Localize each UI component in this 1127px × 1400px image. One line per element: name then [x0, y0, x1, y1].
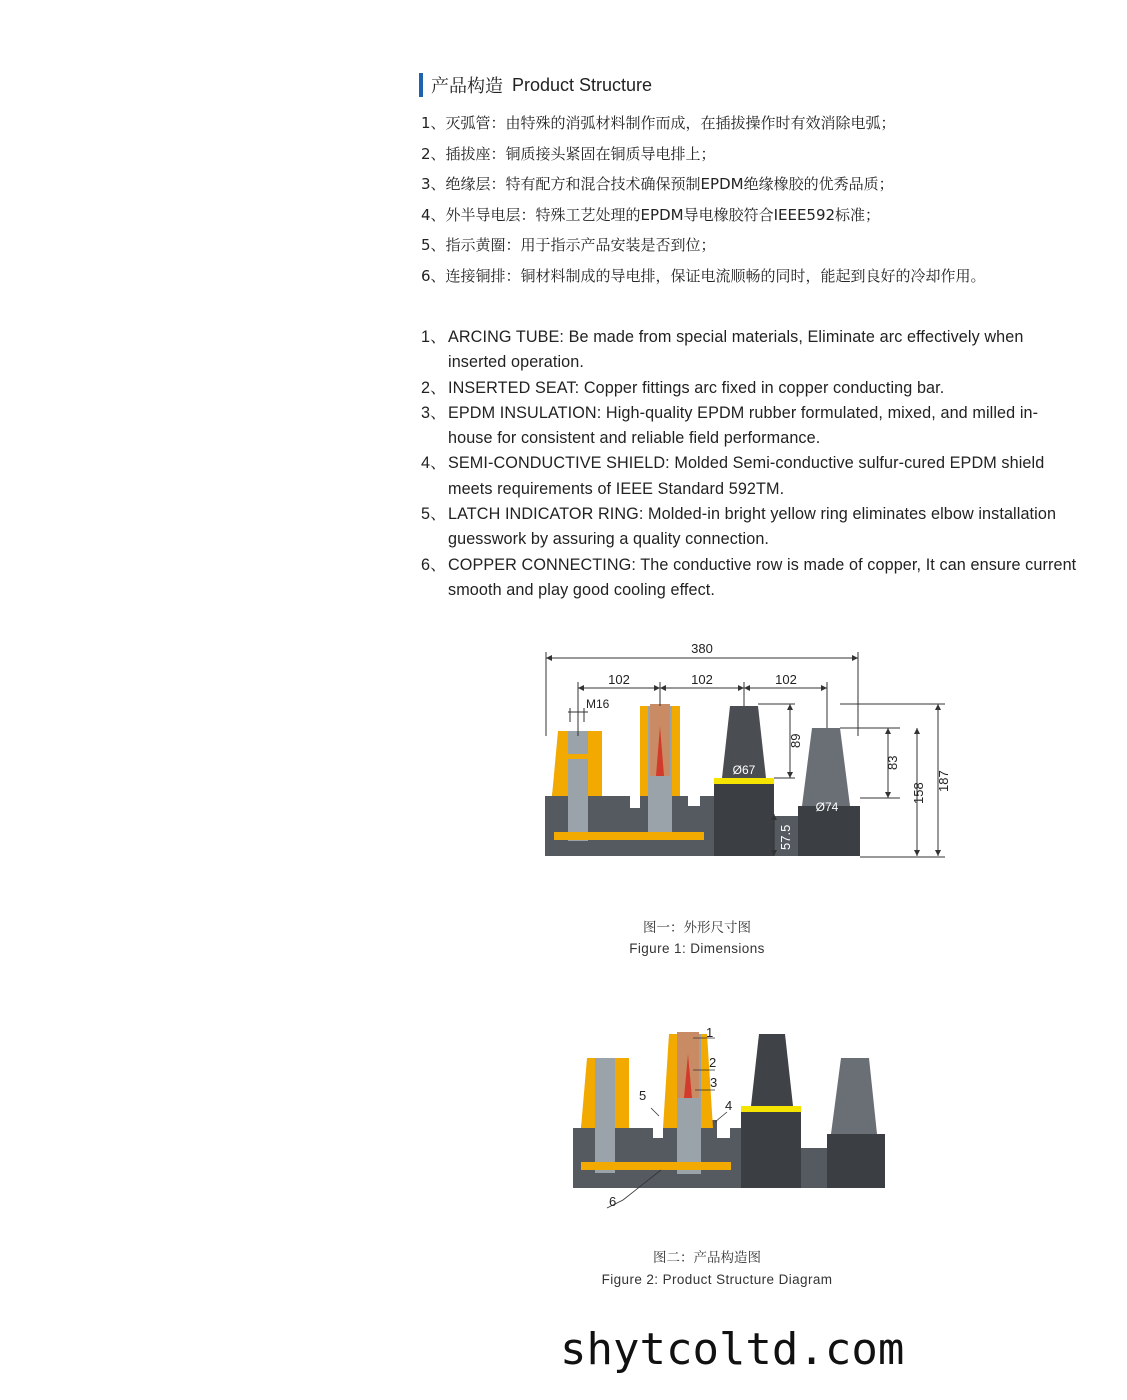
item-text: LATCH INDICATOR RING: Molded-in bright yellow ring eliminates elbow installation guesswork by assuring a quality connection. [448, 505, 1057, 549]
item-text: SEMI-CONDUCTIVE SHIELD: Molded Semi-conductive sulfur-cured EPDM shield meets requirements of IEEE Standard 592TM. [448, 454, 1045, 498]
product-body-drawing [545, 704, 860, 856]
en-feature-item [421, 376, 1081, 401]
footer-website: shytcoltd.com [560, 1324, 905, 1375]
dim-h83: 83 [885, 755, 900, 770]
callout-5: 5 [639, 1088, 647, 1103]
dim-pitch-1: 102 [608, 672, 630, 687]
cn-feature-item [421, 200, 1111, 231]
dim-h158: 158 [911, 782, 926, 804]
dim-dia-large: Ø74 [815, 800, 839, 814]
section-heading [419, 72, 652, 98]
en-feature-item [421, 451, 1081, 502]
callout-1: 1 [706, 1025, 714, 1040]
cn-feature-item [421, 108, 1111, 139]
cn-feature-item [421, 169, 1111, 200]
item-number: 2、 [421, 144, 446, 163]
cn-feature-list [421, 108, 1111, 292]
en-feature-item [421, 401, 1081, 452]
cn-feature-item [421, 139, 1111, 170]
dim-thread: M16 [586, 697, 610, 711]
en-feature-item [421, 325, 1081, 376]
figure2-caption-cn: 图二：产品构造图 [653, 1250, 761, 1266]
heading-cn: 产品构造 [431, 76, 503, 97]
item-number: 1、 [421, 328, 447, 346]
dim-h57: 57.5 [778, 824, 793, 850]
item-number: 3、 [421, 403, 447, 422]
dim-overall: 380 [691, 641, 713, 656]
cn-feature-item [421, 261, 1111, 292]
dim-h187: 187 [936, 770, 951, 792]
callout-3: 3 [710, 1075, 718, 1090]
item-text: 外半导电层：特殊工艺处理的EPDM导电橡胶符合IEEE592标准； [445, 205, 881, 224]
callout-2: 2 [709, 1055, 717, 1070]
cn-feature-item [421, 230, 1111, 261]
dim-dia-small: Ø67 [732, 763, 756, 777]
item-number: 6、 [421, 266, 446, 285]
item-text: 连接铜排：铜材料制成的导电排，保证电流顺畅的同时，能起到良好的冷却作用。 [445, 266, 986, 285]
item-text: ARCING TUBE: Be made from special materials, Eliminate arc effectively when inserted operation. [448, 328, 1024, 372]
figure1-caption-en: Figure 1: Dimensions [629, 941, 765, 956]
item-number: 4、 [421, 454, 447, 473]
item-number: 4、 [421, 205, 446, 224]
en-feature-list [421, 325, 1081, 603]
item-number: 5、 [421, 236, 446, 255]
item-text: 插拔座：铜质接头紧固在铜质导电排上； [445, 144, 716, 163]
dim-h89: 89 [788, 733, 803, 748]
figure1-caption-cn: 图一：外形尺寸图 [643, 920, 751, 936]
item-number: 3、 [421, 175, 446, 194]
dim-pitch-2: 102 [691, 672, 713, 687]
item-number: 1、 [421, 114, 446, 132]
item-text: EPDM INSULATION: High-quality EPDM rubber formulated, mixed, and milled in-house for consistent and reliable field performance. [448, 403, 1039, 448]
callout-6: 6 [609, 1194, 617, 1209]
figure2-caption-en: Figure 2: Product Structure Diagram [601, 1272, 833, 1287]
item-number: 5、 [421, 505, 447, 524]
en-feature-item [421, 553, 1081, 604]
heading-en: Product Structure [512, 74, 653, 95]
item-text: 指示黄圈：用于指示产品安装是否到位； [445, 236, 716, 255]
heading-accent-bar [419, 73, 423, 97]
item-text: INSERTED SEAT: Copper fittings arc fixed in copper conducting bar. [448, 378, 945, 397]
en-feature-item [421, 502, 1081, 553]
dimensions-figure [540, 636, 960, 866]
item-text: 绝缘层：特有配方和混合技术确保预制EPDM绝缘橡胶的优秀品质； [445, 175, 894, 194]
item-number: 6、 [421, 555, 447, 574]
item-text: COPPER CONNECTING: The conductive row is made of copper, It can ensure current smooth and play good cooling effect. [448, 555, 1077, 599]
item-text: 灭弧管：由特殊的消弧材料制作而成，在插拔操作时有效消除电弧； [445, 114, 896, 132]
item-number: 2、 [421, 378, 447, 397]
structure-figure [565, 1020, 895, 1220]
callout-4: 4 [725, 1098, 733, 1113]
dim-pitch-3: 102 [775, 672, 797, 687]
